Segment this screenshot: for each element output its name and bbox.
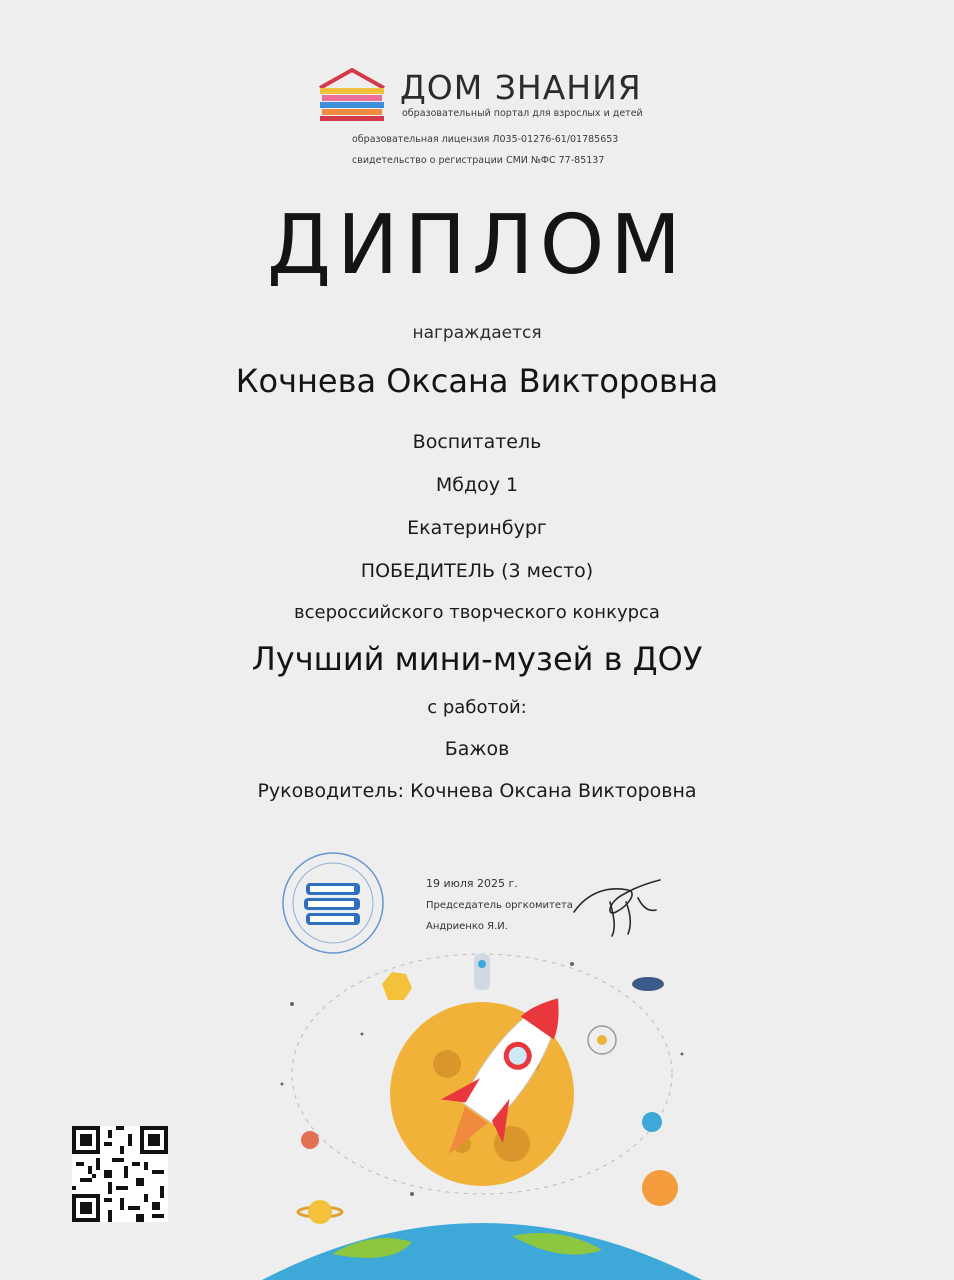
contest-name: Лучший мини-музей в ДОУ xyxy=(251,640,703,678)
brand-name: ДОМ ЗНАНИЯ xyxy=(400,68,642,107)
earth-globe xyxy=(262,1223,702,1280)
contest-result: ПОБЕДИТЕЛЬ (3 место) xyxy=(360,560,594,582)
house-books-logo-icon xyxy=(316,66,388,122)
work-title: Бажов xyxy=(444,738,510,760)
space-rocket-illustration xyxy=(262,944,702,1280)
recipient-position: Воспитатель xyxy=(412,431,542,453)
diploma-title: ДИПЛОМ xyxy=(266,198,687,293)
recipient-name: Кочнева Оксана Викторовна xyxy=(235,362,719,400)
recipient-organization: Мбдоу 1 xyxy=(435,474,519,496)
awarded-label: награждается xyxy=(412,323,542,343)
recipient-city: Екатеринбург xyxy=(407,517,547,539)
supervisor-line: Руководитель: Кочнева Оксана Викторовна xyxy=(257,780,697,802)
books-stamp-icon xyxy=(280,850,386,956)
registration-text: свидетельство о регистрации СМИ №ФС 77-85137 xyxy=(352,155,605,166)
with-work-label: с работой: xyxy=(427,697,527,718)
signature-date: 19 июля 2025 г. xyxy=(426,877,518,890)
brand-logo xyxy=(316,66,646,126)
brand-tagline: образовательный портал для взрослых и детей xyxy=(402,108,643,119)
license-text: образовательная лицензия Л035-01276-61/01785653 xyxy=(352,134,619,145)
handwritten-signature xyxy=(568,872,668,942)
contest-type: всероссийского творческого конкурса xyxy=(294,602,660,623)
signature-role: Председатель оргкомитета xyxy=(426,900,573,911)
qr-code-icon xyxy=(72,1126,168,1222)
signature-name: Андриенко Я.И. xyxy=(426,921,508,932)
